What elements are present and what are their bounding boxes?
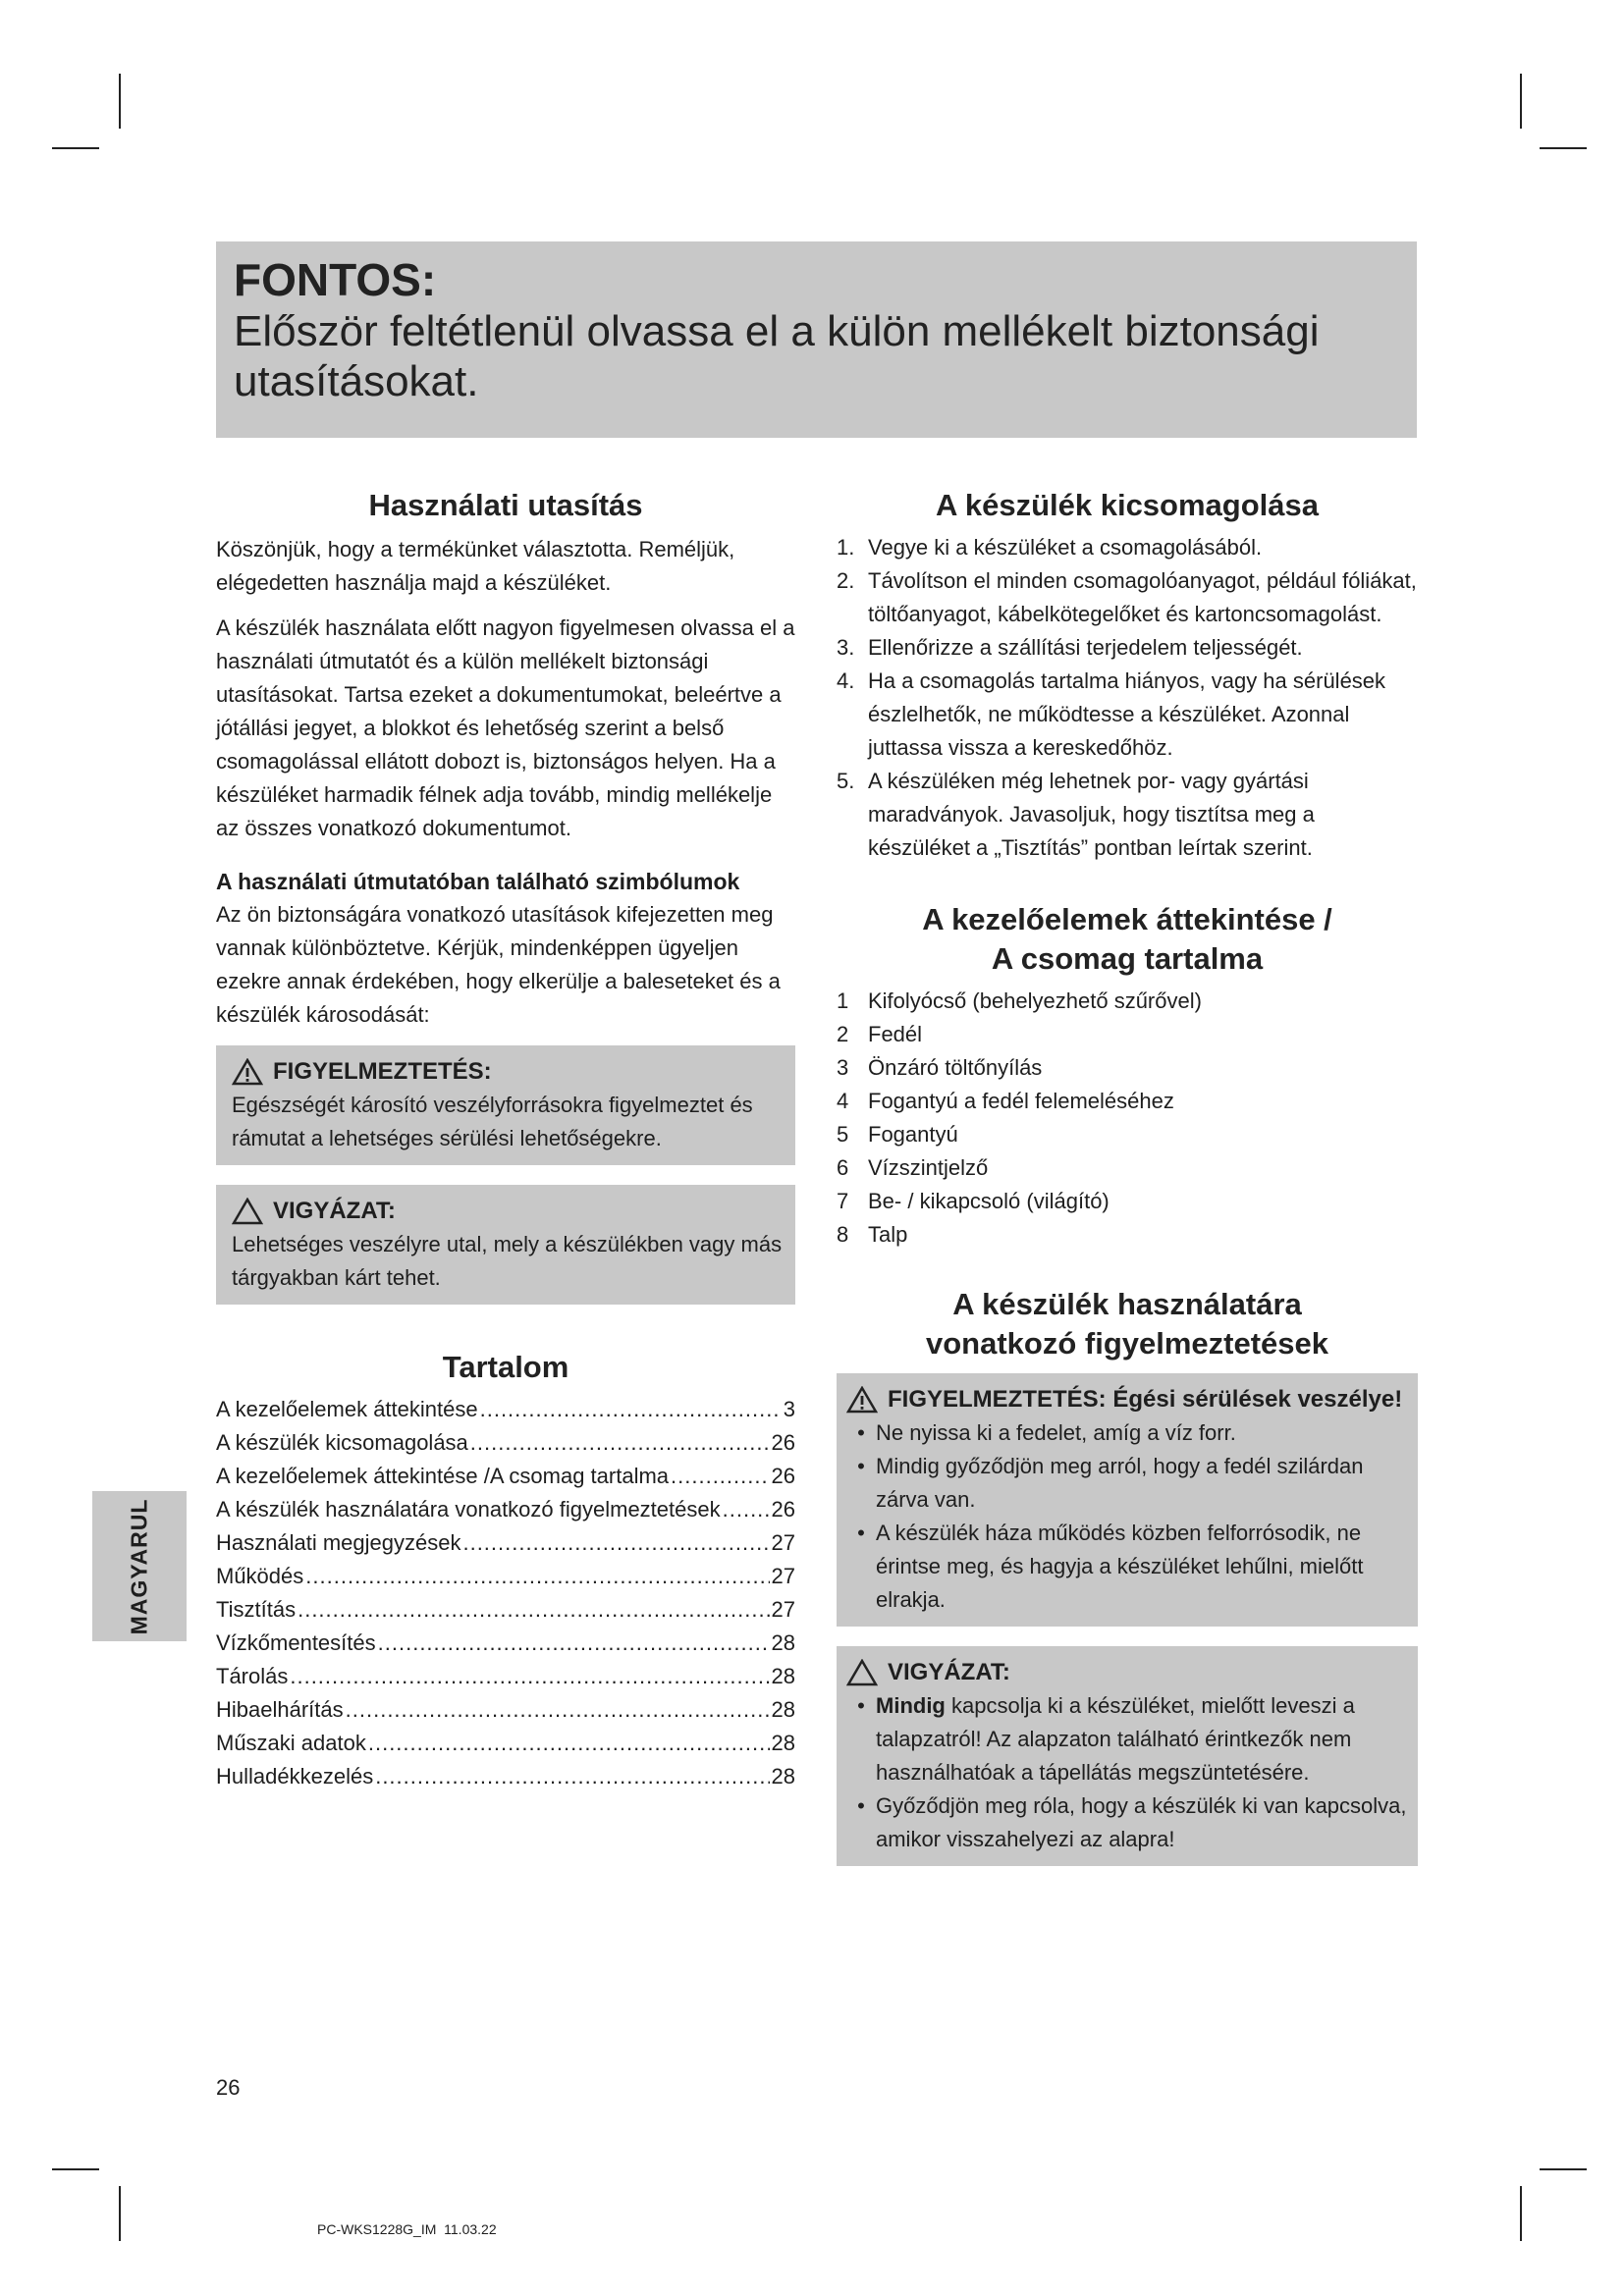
crop-mark <box>1540 147 1587 149</box>
step-number: 3. <box>837 635 855 660</box>
toc-title: Tárolás <box>216 1664 289 1688</box>
toc-leader <box>298 1593 769 1627</box>
list-item <box>837 1018 1418 1051</box>
important-body: Először feltétlenül olvassa el a külön mellékelt biztonsági utasításokat. <box>234 306 1320 406</box>
usage-warnings-heading-line2: vonatkozó figyelmeztetések <box>925 1326 1329 1361</box>
part-number: 4 <box>837 1089 849 1113</box>
list-item <box>837 1151 1418 1185</box>
toc-leader <box>378 1627 770 1660</box>
step-number: 1. <box>837 535 855 560</box>
caution-text: Lehetséges veszélyre utal, mely a készülékben vagy más tárgyakban kárt tehet. <box>232 1232 783 1290</box>
warning-title: FIGYELMEZTETÉS: <box>273 1058 492 1085</box>
footer-code: PC-WKS1228G_IM 11.03.22 <box>317 2221 497 2237</box>
burn-warning-item: A készülék háza működés közben felforrósodik, ne érintse meg, és hagyja a készüléket lehűlni, mielőtt elrakja. <box>876 1521 1364 1612</box>
list-item <box>837 1118 1418 1151</box>
list-item: • Mindig győződjön meg arról, hogy a fedél szilárdan zárva van. <box>846 1450 1408 1517</box>
toc-page: 26 <box>771 1464 795 1488</box>
toc-page: 3 <box>783 1397 795 1421</box>
list-item <box>837 765 1418 865</box>
toc-page: 26 <box>771 1497 795 1522</box>
burn-warning-item: Mindig győződjön meg arról, hogy a fedél szilárdan zárva van. <box>876 1454 1364 1512</box>
language-tab <box>92 1491 187 1641</box>
toc-page: 28 <box>771 1664 795 1688</box>
unpack-steps <box>837 531 1418 865</box>
part-number: 7 <box>837 1189 849 1213</box>
part-name: Talp <box>868 1222 908 1247</box>
burn-warning-item: Ne nyissa ki a fedelet, amíg a víz forr. <box>876 1420 1236 1445</box>
toc-row <box>216 1693 795 1727</box>
step-number: 4. <box>837 668 855 693</box>
crop-mark <box>1540 2168 1587 2170</box>
right-column <box>837 486 1418 1866</box>
toc-row <box>216 1526 795 1560</box>
toc-leader <box>723 1493 770 1526</box>
crop-mark <box>119 74 121 129</box>
list-item <box>837 1185 1418 1218</box>
toc-row <box>216 1426 795 1460</box>
list-item: • Mindig kapcsolja ki a készüléket, mielőtt leveszi a talapzatról! Az alapzaton található érintkezők nem használhatóak a tápellátás megszüntetésére. <box>857 1693 1355 1785</box>
parts-list <box>837 985 1418 1252</box>
part-number: 1 <box>837 988 849 1013</box>
crop-mark <box>1520 74 1522 129</box>
list-item <box>837 1218 1418 1252</box>
toc-row <box>216 1627 795 1660</box>
step-text: Ellenőrizze a szállítási terjedelem teljességét. <box>868 635 1303 660</box>
list-item: • Győződjön meg róla, hogy a készülék ki van kapcsolva, amikor visszahelyezi az alapra! <box>846 1789 1408 1856</box>
part-number: 8 <box>837 1222 849 1247</box>
caution-box <box>216 1185 795 1305</box>
list-item: • A készülék háza működés közben felforrósodik, ne érintse meg, és hagyja a készüléket lehűlni, mielőtt elrakja. <box>846 1517 1408 1617</box>
burn-warning-title: FIGYELMEZTETÉS: Égési sérülések veszélye! <box>888 1386 1403 1413</box>
overview-heading-line1: A kezelőelemek áttekintése / <box>922 902 1332 936</box>
toc-leader <box>346 1693 770 1727</box>
list-item: • Ne nyissa ki a fedelet, amíg a víz forr. <box>846 1416 1408 1450</box>
toc-title: A kezelőelemek áttekintése <box>216 1397 478 1421</box>
toc-row <box>216 1493 795 1526</box>
burn-warning-list <box>846 1416 1408 1617</box>
toc-page: 27 <box>771 1564 795 1588</box>
usage-warnings-heading <box>837 1285 1418 1363</box>
step-text: Ha a csomagolás tartalma hiányos, vagy ha sérülések észlelhetők, ne működtesse a készüléket. Azonnal juttassa vissza a kereskedőhöz. <box>868 668 1386 760</box>
list-item <box>837 631 1418 665</box>
list-item <box>837 665 1418 765</box>
part-name: Kifolyócső (behelyezhető szűrővel) <box>868 988 1202 1013</box>
toc-page: 28 <box>771 1764 795 1789</box>
caution-icon <box>846 1659 878 1686</box>
toc-title: Hulladékkezelés <box>216 1764 374 1789</box>
toc-leader <box>671 1460 770 1493</box>
toc-heading: Tartalom <box>442 1350 569 1384</box>
part-name: Vízszintjelző <box>868 1155 989 1180</box>
step-number: 2. <box>837 568 855 593</box>
overview-heading-line2: A csomag tartalma <box>991 941 1264 976</box>
left-column <box>216 486 795 1793</box>
list-item <box>837 564 1418 631</box>
language-tab-label: MAGYARUL <box>126 1498 152 1634</box>
crop-mark <box>52 147 99 149</box>
instructions-paragraph: A készülék használata előtt nagyon figyelmesen olvassa el a használati útmutatót és a külön mellékelt biztonsági utasításokat. Tartsa ezeket a dokumentumokat, beleértve a jótállási jegyet, a blokkot és lehetőség szerint a belső csomagolással ellátott dobozt is, biztonságos helyen. Ha a készüléket harmadik félnek adja tovább, mindig mellékelje az összes vonatkozó dokumentumot. <box>216 615 795 840</box>
page-number: 26 <box>216 2075 241 2100</box>
overview-heading <box>837 900 1418 979</box>
warning-box <box>216 1045 795 1165</box>
list-item <box>837 985 1418 1018</box>
toc-leader <box>480 1393 782 1426</box>
toc-leader <box>375 1760 769 1793</box>
caution-list <box>846 1689 1408 1856</box>
caution-icon <box>232 1198 263 1225</box>
toc-page: 27 <box>771 1530 795 1555</box>
step-text: Vegye ki a készüléket a csomagolásából. <box>868 535 1263 560</box>
toc-page: 27 <box>771 1597 795 1622</box>
important-banner <box>216 241 1417 438</box>
toc-page: 26 <box>771 1430 795 1455</box>
toc-row <box>216 1393 795 1426</box>
part-name: Fedél <box>868 1022 923 1046</box>
toc-title: Műszaki adatok <box>216 1731 366 1755</box>
part-number: 5 <box>837 1122 849 1147</box>
toc-row <box>216 1727 795 1760</box>
step-number: 5. <box>837 769 855 793</box>
step-text: A készüléken még lehetnek por- vagy gyártási maradványok. Javasoljuk, hogy tisztítsa meg a készüléket a „Tisztítás” pontban leírtak szerint. <box>868 769 1315 860</box>
burn-warning-box <box>837 1373 1418 1627</box>
toc-leader <box>290 1660 769 1693</box>
unpack-heading: A készülék kicsomagolása <box>936 488 1319 522</box>
symbols-heading: A használati útmutatóban található szimbólumok <box>216 869 740 894</box>
toc-row <box>216 1560 795 1593</box>
usage-heading: Használati utasítás <box>368 488 643 522</box>
part-name: Fogantyú <box>868 1122 958 1147</box>
part-name: Fogantyú a fedél felemeléséhez <box>868 1089 1174 1113</box>
toc-leader <box>462 1526 769 1560</box>
list-item <box>837 531 1418 564</box>
crop-mark <box>52 2168 99 2170</box>
toc-title: A készülék használatára vonatkozó figyelmeztetések <box>216 1497 721 1522</box>
toc-title: A készülék kicsomagolása <box>216 1430 468 1455</box>
toc-leader <box>470 1426 770 1460</box>
caution-item-2: Győződjön meg róla, hogy a készülék ki van kapcsolva, amikor visszahelyezi az alapra! <box>876 1793 1407 1851</box>
list-item <box>837 1051 1418 1085</box>
toc-page: 28 <box>771 1697 795 1722</box>
toc-row <box>216 1460 795 1493</box>
toc-row <box>216 1660 795 1693</box>
warning-icon <box>846 1386 878 1414</box>
caution-title: VIGYÁZAT: <box>273 1198 396 1224</box>
table-of-contents <box>216 1393 795 1793</box>
part-number: 3 <box>837 1055 849 1080</box>
crop-mark <box>1520 2186 1522 2241</box>
intro-paragraph: Köszönjük, hogy a termékünket választotta. Reméljük, elégedetten használja majd a készüléket. <box>216 537 735 595</box>
part-name: Önzáró töltőnyílás <box>868 1055 1043 1080</box>
warning-icon <box>232 1058 263 1086</box>
toc-row <box>216 1760 795 1793</box>
caution-item-1: kapcsolja ki a készüléket, mielőtt leveszi a talapzatról! Az alapzaton található érintkezők nem használhatóak a tápellátás megszüntetésére. <box>876 1693 1355 1785</box>
toc-title: A kezelőelemek áttekintése /A csomag tartalma <box>216 1464 670 1488</box>
symbols-text: Az ön biztonságára vonatkozó utasítások kifejezetten meg vannak különböztetve. Kérjük, mindenképpen ügyeljen ezekre annak érdekében, hogy elkerülje a baleseteket és a készülék károsodását: <box>216 902 781 1027</box>
crop-mark <box>119 2186 121 2241</box>
caution-box-2 <box>837 1646 1418 1866</box>
toc-row <box>216 1593 795 1627</box>
important-title: FONTOS: <box>234 254 437 305</box>
list-item <box>837 1085 1418 1118</box>
toc-page: 28 <box>771 1630 795 1655</box>
toc-leader <box>368 1727 770 1760</box>
toc-leader <box>305 1560 769 1593</box>
step-text: Távolítson el minden csomagolóanyagot, például fóliákat, töltőanyagot, kábelkötegelőket és kartoncsomagolást. <box>868 568 1417 626</box>
toc-page: 28 <box>771 1731 795 1755</box>
part-number: 2 <box>837 1022 849 1046</box>
part-name: Be- / kikapcsoló (világító) <box>868 1189 1110 1213</box>
toc-title: Működés <box>216 1564 304 1588</box>
caution-emphasis: Mindig <box>876 1693 946 1718</box>
warning-text: Egészségét károsító veszélyforrásokra figyelmeztet és rámutat a lehetséges sérülési lehetőségekre. <box>232 1093 753 1150</box>
toc-title: Vízkőmentesítés <box>216 1630 376 1655</box>
toc-title: Hibaelhárítás <box>216 1697 344 1722</box>
caution-title-2: VIGYÁZAT: <box>888 1659 1010 1685</box>
usage-warnings-heading-line1: A készülék használatára <box>952 1287 1302 1321</box>
toc-title: Használati megjegyzések <box>216 1530 461 1555</box>
part-number: 6 <box>837 1155 849 1180</box>
toc-title: Tisztítás <box>216 1597 297 1622</box>
